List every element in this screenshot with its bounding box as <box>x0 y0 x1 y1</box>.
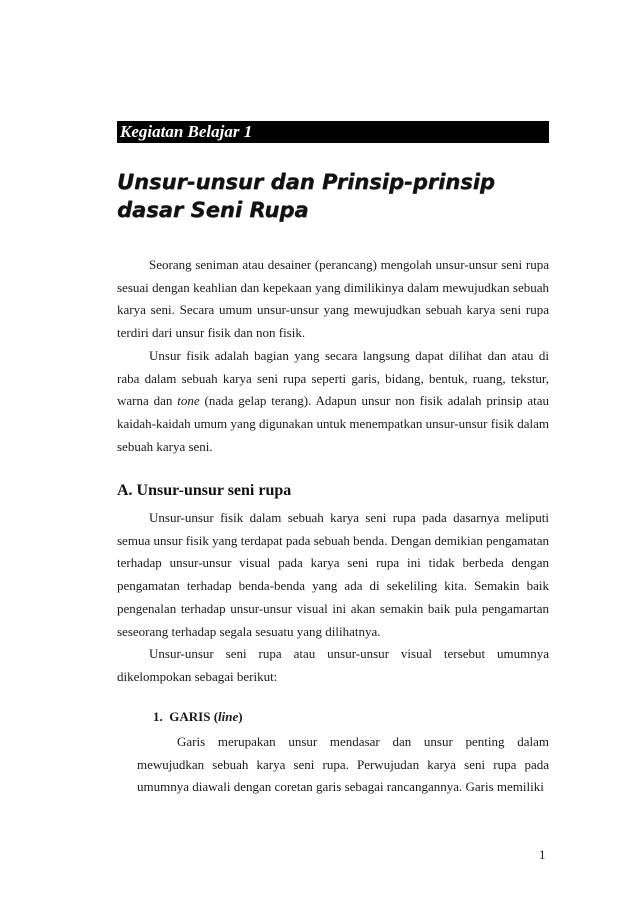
intro-text <box>117 254 549 458</box>
section-a-text <box>117 507 549 689</box>
item-1-label: GARIS <box>169 709 211 724</box>
page-number: 1 <box>539 847 546 862</box>
section-a-paragraph-1: Unsur-unsur fisik dalam sebuah karya seni rupa pada dasarnya meliputi semua unsur fisik yang terdapat pada sebuah benda. Dengan demikian pengamatan terhadap unsur-unsur visual pada karya seni rupa ini tidak berbeda dengan pengamatan terhadap benda-benda yang ada di sekeliling kita. Semakin baik pengenalan terhadap unsur-unsur visual ini akan semakin baik pula pengamartan seseorang terhadap segala sesuatu yang dilihatnya. <box>117 510 549 639</box>
intro-p2-start: Unsur fisik adalah bagian yang secara langsung dapat dilihat dan atau di raba dalam sebuah karya seni rupa seperti garis, bidang, bentuk, ruang, tekstur, warna dan <box>117 347 549 409</box>
item-1-heading: 1. GARIS (line) <box>153 709 243 724</box>
intro-paragraph-1: Seorang seniman atau desainer (perancang) mengolah unsur-unsur seni rupa sesuai dengan keahlian dan kepekaan yang dimilikinya dalam mewujudkan sebuah karya seni. Secara umum unsur-unsur yang mewujudkan sebuah karya seni rupa terdiri dari unsur fisik dan non fisik. <box>117 257 549 341</box>
intro-p2-end: (nada gelap terang). Adapun unsur non fisik adalah prinsip atau kaidah-kaidah umum yang digunakan untuk menempatkan unsur-unsur fisik dalam sebuah karya seni. <box>117 393 549 454</box>
item-1-label-italic: line <box>218 709 239 724</box>
lesson-banner: Kegiatan Belajar 1 <box>117 121 549 143</box>
item-1-text <box>137 731 549 799</box>
page-title: Unsur-unsur dan Prinsip-prinsip dasar Seni Rupa <box>117 170 495 222</box>
section-a-heading: A. Unsur-unsur seni rupa <box>117 482 292 499</box>
item-1-paragraph: Garis merupakan unsur mendasar dan unsur penting dalam mewujudkan sebuah karya seni rupa. Perwujudan karya seni rupa pada umumnya diawali dengan coretan garis sebagai rancangannya. Garis memiliki <box>137 734 549 795</box>
intro-paragraph-2 <box>117 345 549 459</box>
item-1-number: 1. <box>153 709 163 724</box>
intro-p2-italic-term: tone <box>177 393 200 409</box>
section-a-paragraph-2: Unsur-unsur seni rupa atau unsur-unsur visual tersebut umumnya dikelompokan sebagai berikut: <box>117 646 549 684</box>
